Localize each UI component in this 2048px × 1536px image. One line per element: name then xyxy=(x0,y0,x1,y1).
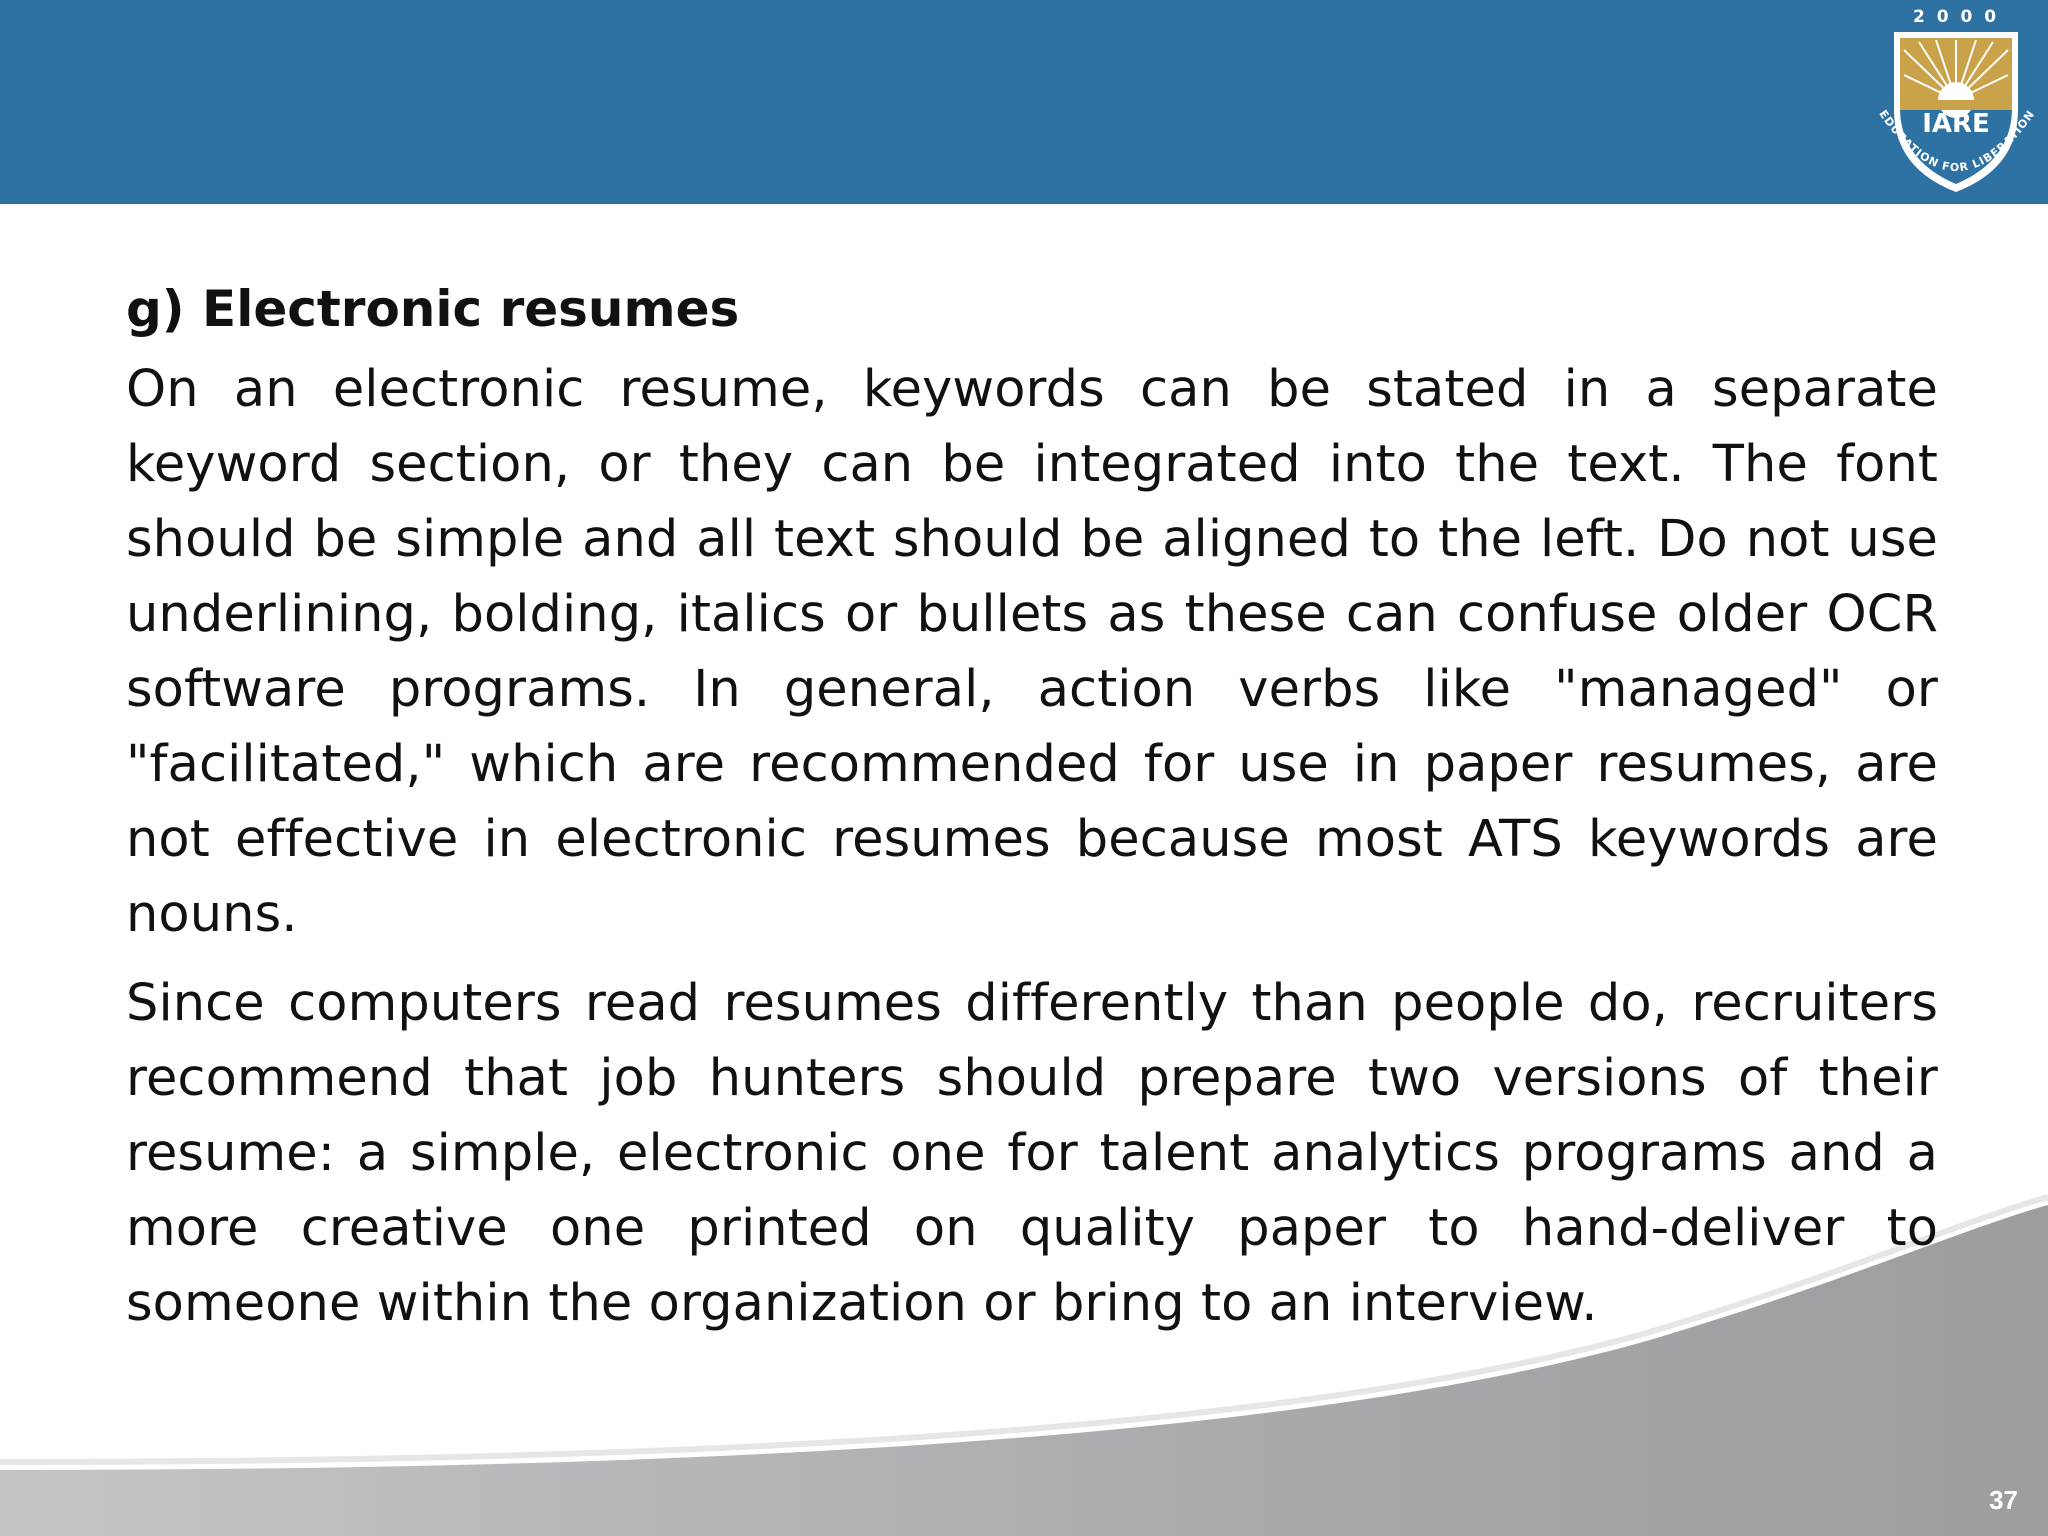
paragraph-two-versions: Since computers read resumes differently than people do, recruiters recommend that job hunters should prepare two versions of their resume: a simple, electronic one for talent analytics programs and a more creative one printed on quality paper to hand-deliver to someone within the organization or bring to an interview. xyxy=(126,974,1938,1333)
page-number: 37 xyxy=(1989,1485,2018,1515)
logo-year: 2 0 0 0 xyxy=(1912,7,2000,27)
slide-content xyxy=(126,270,1938,1355)
logo-motto: EDUCATION FOR LIBERATION xyxy=(1876,107,2038,175)
slide-heading: g) Electronic resumes xyxy=(126,280,740,338)
paragraph-electronic-resume: On an electronic resume, keywords can be stated in a separate keyword section, or they can be integrated into the text. The font should be simple and all text should be aligned to the left. Do not use underlining, bolding, italics or bullets as these can confuse older OCR software programs. In general, action verbs like "managed" or "facilitated," which are recommended for use in paper resumes, are not effective in electronic resumes because most ATS keywords are nouns. xyxy=(126,360,1938,944)
logo-name: IARE xyxy=(1922,109,1990,139)
